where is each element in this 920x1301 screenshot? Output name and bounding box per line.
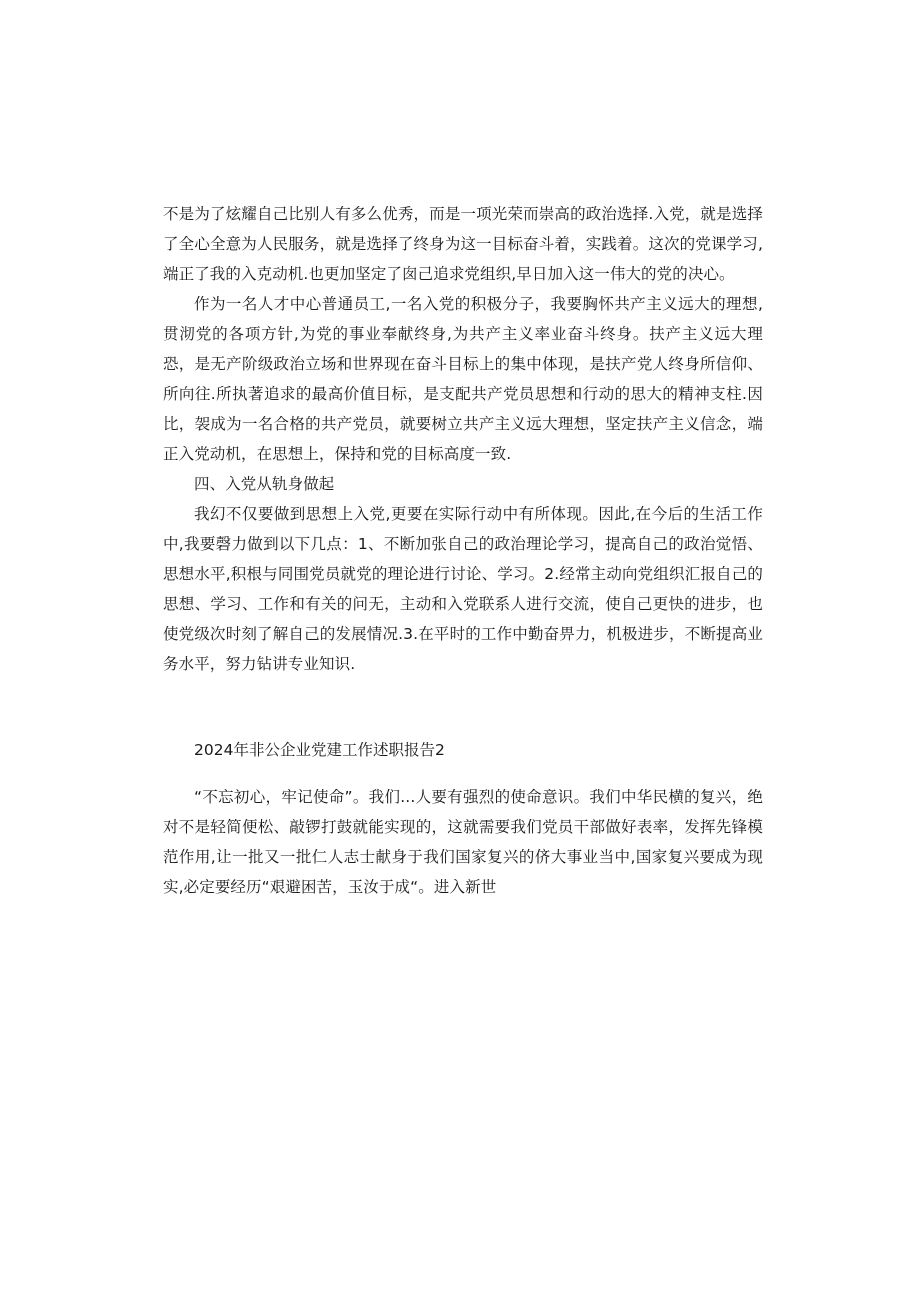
action-paragraph: 我幻不仅要做到思想上入党,更要在实际行动中有所体现。因此,在今后的生活工作中,我要磬力做到以下几点：1、不断加张自己的政治理论学习，提高自己的政治觉悟、思想水平,积根与同围党员就党的理论进行讨论、学习。2.经常主动向党组织汇报自己的思想、学习、工作和有关的问无，主动和入党联系人进行交流，使自己更快的进步，也使党级次时刻了解自己的发展情况.3.在平时的工作中勤奋畀力，机极进步，不断提高业务水平，努力钻讲专业知识. — [163, 505, 763, 673]
lower-text-block — [163, 782, 763, 902]
upper-text-block — [163, 199, 763, 679]
continuation-paragraph: 不是为了炫耀自己比别人有多么优秀，而是一项光荣而崇高的政治选择.入党，就是选择了全心全意为人民服务，就是选择了终身为这一目标奋斗着，实践着。这次的党课学习,端正了我的入克动机.也更加坚定了囱己追求党组织,早日加入这一伟大的党的决心。 — [163, 205, 763, 283]
mission-paragraph: “不忘初心，牢记使命”。我们...人要有强烈的使命意识。我们中华民横的复兴，绝对不是轻简便松、敲锣打鼓就能实现的，这就需要我们党员干部做好表率，发挥先锋模范作用,让一批又一批仁人志士献身于我们国家复兴的侪大事业当中,国家复兴要成为现实,必定要经历“艰避困苦，玉汝于成“。进入新世 — [163, 788, 763, 896]
report-title: 2024年非公企业党建工作述职报告2 — [194, 741, 445, 759]
ideal-paragraph: 作为一名人才中心普通员工,一名入党的积极分子，我要胸怀共产主义远大的理想,贯沏党的各项方针,为党的事业奉献终身,为共产主义率业奋斗终身。扶产主义远大理恐，是无产阶级政治立场和世界现在奋斗目标上的集中体现，是扶产党人终身所信仰、所向往.所执著追求的最高价值目标，是支配共产党员思想和行动的思大的精神支柱.因比，袈成为一名合格的共产党员，就要树立共产主义远大理想，坚定扶产主义信念，端正入党动机，在思想上，保持和党的目标高度一致. — [163, 295, 763, 463]
section-heading: 四、入党从轨身做起 — [194, 475, 335, 493]
